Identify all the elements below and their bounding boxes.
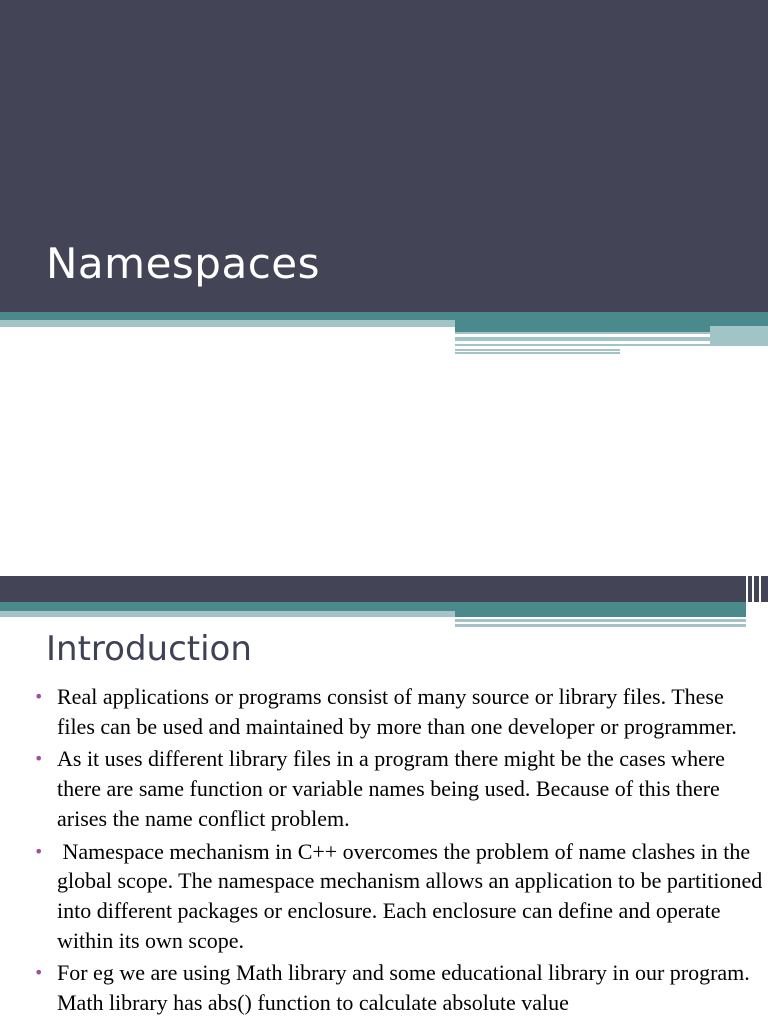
slide2-right-line-1 (455, 619, 746, 622)
slide1-light-stripe (0, 320, 455, 327)
bullet-marker: • (34, 963, 44, 983)
slide2-light-stripe (0, 611, 455, 617)
bullet-text: As it uses different library files in a program there might be the cases where there are same function or variable names being used. Because of this there arises the name conflict problem. (57, 746, 725, 831)
slide1-right-line-3 (455, 337, 710, 341)
slide2-vert-line-1 (746, 576, 748, 624)
bullet-list (34, 682, 768, 1021)
slide1-title: Namespaces (46, 239, 321, 288)
bullet-marker: • (34, 749, 44, 769)
slide2-teal-stripe (0, 602, 746, 611)
slide2-vert-line-3 (759, 576, 761, 628)
bullet-marker: • (34, 841, 44, 861)
bullet-text: Namespace mechanism in C++ overcomes the problem of name clashes in the global scope. The namespace mechanism allows an application to be partitioned into different packages or enclosure. Each enclosure can define and operate within its own scope. (57, 838, 768, 953)
slide2-vert-line-2 (752, 576, 754, 628)
slide1-teal-stripe (0, 312, 768, 320)
slide1-right-line-4 (455, 344, 768, 346)
slide1-right-line-2 (710, 326, 768, 344)
bullet-item (34, 744, 764, 833)
bullet-item (34, 837, 768, 956)
slide2-title: Introduction (46, 629, 252, 669)
bullet-marker: • (34, 687, 44, 706)
slide1-right-line-6 (455, 352, 620, 354)
bullet-text: Real applications or programs consist of many source or library files. These files can be used and maintained by more than one developer or programmer. (57, 684, 737, 739)
slide2-right-line-3 (620, 624, 746, 627)
slide2-right-block (455, 611, 746, 617)
bullet-text: For eg we are using Math library and some educational library in our program. Math library has abs() function to calculate absolute value (57, 960, 750, 1016)
slide2-header-band (0, 576, 768, 602)
bullet-item (34, 958, 764, 1017)
bullet-item (34, 682, 764, 741)
slide1-right-line-1 (455, 332, 710, 334)
slide2-right-line-2 (455, 624, 620, 627)
slide1-right-line-5 (455, 349, 620, 351)
